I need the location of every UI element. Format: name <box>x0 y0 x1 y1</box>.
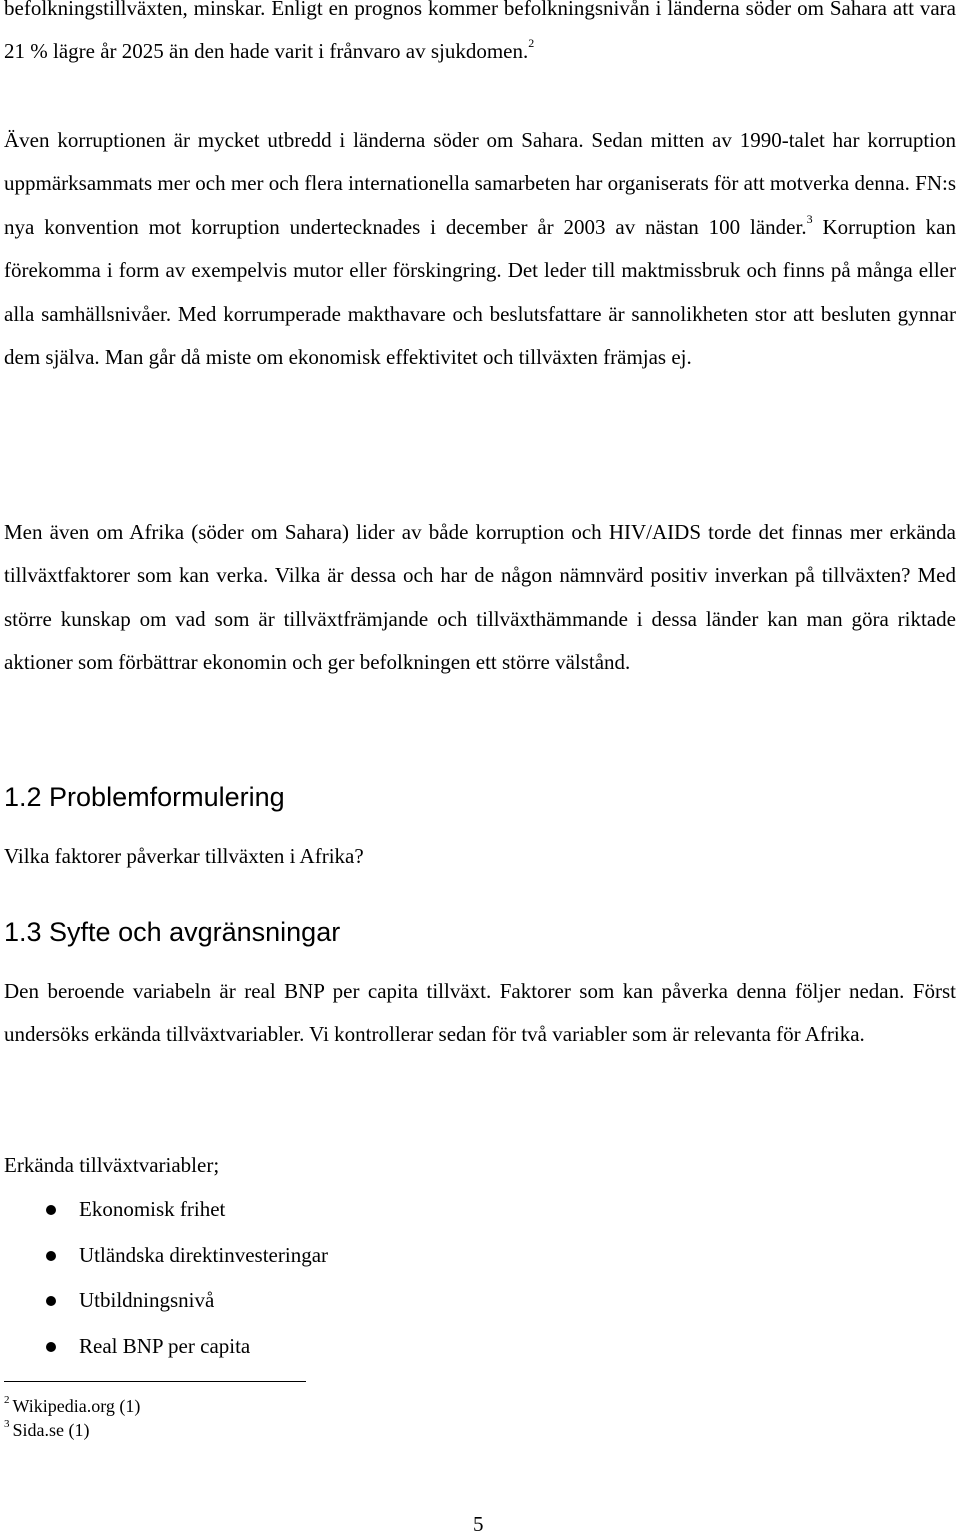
footnote-text: Wikipedia.org (1) <box>12 1396 141 1416</box>
bullet-icon <box>46 1205 56 1215</box>
paragraph-text: Men även om Afrika (söder om Sahara) lider av både korruption och HIV/AIDS torde det finnas mer erkända tillväxtfaktorer som kan verka. Vilka är dessa och har de någon nämnvärd positiv inverkan på tillväxten? Med större kunskap om vad som är tillväxtfrämjande och tillväxthämmande i dessa länder kan man göra riktade aktioner som förbättrar ekonomin och ger befolkningen ett större välstånd. <box>4 520 956 675</box>
paragraph-corruption <box>4 119 956 379</box>
paragraph-hiv-impact <box>4 0 956 74</box>
footnote-text: Sida.se (1) <box>12 1420 90 1440</box>
paragraph-text: befolkningstillväxten, minskar. Enligt en prognos kommer befolkningsnivån i länderna söder om Sahara att vara 21 % lägre år 2025 än den hade varit i frånvaro av sjukdomen. <box>4 0 956 64</box>
footnote-number: 2 <box>4 1394 10 1406</box>
footnote-ref-2: 2 <box>528 36 535 51</box>
footnote <box>4 1418 140 1442</box>
bullet-icon <box>46 1251 56 1261</box>
growth-variable-list <box>4 1187 704 1369</box>
bullet-icon <box>46 1342 56 1352</box>
bullet-icon <box>46 1296 56 1306</box>
list-intro: Erkända tillväxtvariabler; <box>4 1153 220 1177</box>
list-item: Ekonomisk frihet <box>4 1187 704 1233</box>
paragraph-purpose <box>4 970 956 1057</box>
footnotes <box>4 1394 140 1442</box>
paragraph-text-b: Korruption kan förekomma i form av exempelvis mutor eller förskingring. Det leder till maktmissbruk och finns på många eller alla samhällsnivåer. Med korrumperade makthavare och beslutsfattare är sannolikheten stor att besluten gynnar dem själva. Man går då miste om ekonomisk effektivitet och tillväxten främjas ej. <box>4 214 956 370</box>
heading-problemformulering: 1.2 Problemformulering <box>4 782 285 812</box>
page-number: 5 <box>473 1512 484 1536</box>
footnote-ref-3: 3 <box>806 211 813 226</box>
footnote-separator <box>4 1381 306 1382</box>
list-item: Utländska direktinvesteringar <box>4 1233 704 1279</box>
footnote-number: 3 <box>4 1418 10 1430</box>
list-item: Utbildningsnivå <box>4 1278 704 1324</box>
paragraph-text: Den beroende variabeln är real BNP per capita tillväxt. Faktorer som kan påverka denna följer nedan. Först undersöks erkända tillväxtvariabler. Vi kontrollerar sedan för två variabler som är relevanta för Afrika. <box>4 979 956 1047</box>
heading-syfte: 1.3 Syfte och avgränsningar <box>4 917 341 947</box>
problem-statement: Vilka faktorer påverkar tillväxten i Afrika? <box>4 844 364 868</box>
list-item: Real BNP per capita <box>4 1324 704 1370</box>
paragraph-text-a: Även korruptionen är mycket utbredd i länderna söder om Sahara. Sedan mitten av 1990-talet har korruption uppmärksammats mer och mer och flera internationella samarbeten har organiserats för att motverka denna. FN:s nya konvention mot korruption undertecknades i december år 2003 av nästan 100 länder. <box>4 128 956 239</box>
paragraph-growth-factors <box>4 511 956 685</box>
footnote <box>4 1394 140 1418</box>
